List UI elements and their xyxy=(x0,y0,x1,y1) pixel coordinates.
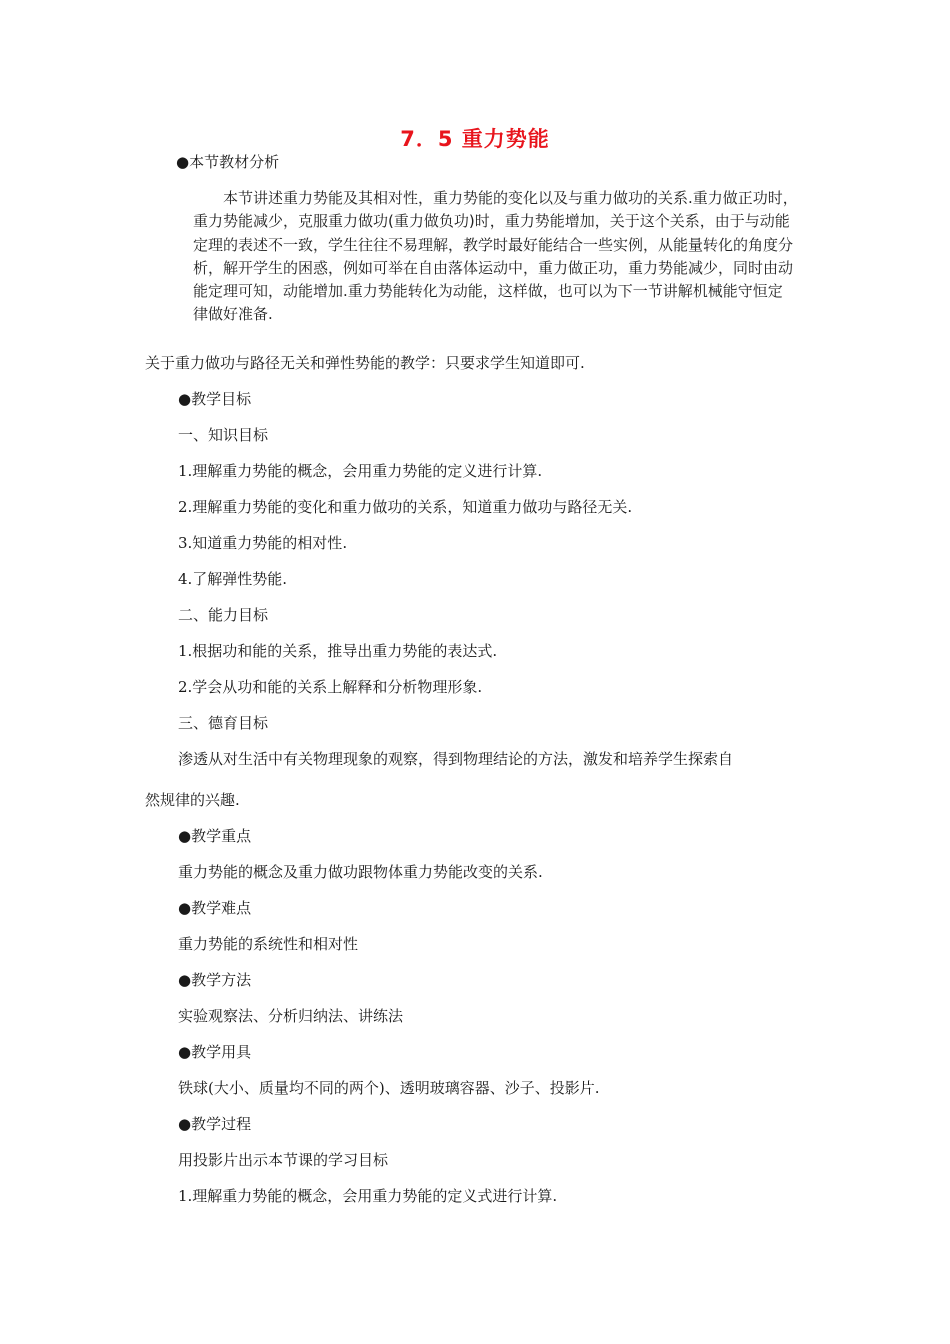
analysis-line: 能定理可知，动能增加.重力势能转化为动能，这样做，也可以为下一节讲解机械能守恒定 xyxy=(193,282,783,301)
analysis-paragraph xyxy=(193,187,833,327)
analysis-note: 关于重力做功与路径无关和弹性势能的教学：只要求学生知道即可. xyxy=(145,354,585,372)
goals-heading: ●教学目标 xyxy=(178,390,252,408)
ability-item: 1.根据功和能的关系，推导出重力势能的表达式. xyxy=(178,642,498,660)
method-heading: ●教学方法 xyxy=(178,971,252,989)
tools-text: 铁球(大小、质量均不同的两个)、透明玻璃容器、沙子、投影片. xyxy=(178,1079,600,1097)
ability-item: 2.学会从功和能的关系上解释和分析物理形象. xyxy=(178,678,483,696)
analysis-line: 本节讲述重力势能及其相对性，重力势能的变化以及与重力做功的关系.重力做正功时， xyxy=(223,189,798,207)
tools-heading: ●教学用具 xyxy=(178,1043,252,1061)
process-item: 1.理解重力势能的概念，会用重力势能的定义式进行计算. xyxy=(178,1187,558,1205)
knowledge-item: 2.理解重力势能的变化和重力做功的关系，知道重力做功与路径无关. xyxy=(178,498,633,516)
analysis-heading: ●本节教材分析 xyxy=(176,153,280,171)
process-intro: 用投影片出示本节课的学习目标 xyxy=(178,1151,389,1169)
key-text: 重力势能的概念及重力做功跟物体重力势能改变的关系. xyxy=(178,863,543,881)
process-heading: ●教学过程 xyxy=(178,1115,252,1133)
knowledge-heading: 一、知识目标 xyxy=(178,426,269,444)
method-text: 实验观察法、分析归纳法、讲练法 xyxy=(178,1007,404,1025)
moral-text-line: 渗透从对生活中有关物理现象的观察，得到物理结论的方法，激发和培养学生探索自 xyxy=(178,750,734,768)
analysis-line: 重力势能减少，克服重力做功(重力做负功)时，重力势能增加，关于这个关系，由于与动能 xyxy=(193,212,790,231)
moral-heading: 三、德育目标 xyxy=(178,714,269,732)
ability-heading: 二、能力目标 xyxy=(178,606,269,624)
difficulty-text: 重力势能的系统性和相对性 xyxy=(178,935,359,953)
key-heading: ●教学重点 xyxy=(178,827,252,845)
knowledge-item: 1.理解重力势能的概念，会用重力势能的定义进行计算. xyxy=(178,462,543,480)
analysis-line: 律做好准备. xyxy=(193,305,273,324)
analysis-line: 析，解开学生的困惑，例如可举在自由落体运动中，重力做正功，重力势能减少，同时由动 xyxy=(193,258,794,277)
difficulty-heading: ●教学难点 xyxy=(178,899,252,917)
moral-text-line: 然规律的兴趣. xyxy=(145,791,240,809)
analysis-line: 定理的表述不一致，学生往往不易理解，教学时最好能结合一些实例，从能量转化的角度分 xyxy=(193,235,794,254)
page-title: 7．5 重力势能 xyxy=(400,127,550,151)
knowledge-item: 4.了解弹性势能. xyxy=(178,570,288,588)
knowledge-item: 3.知道重力势能的相对性. xyxy=(178,534,348,552)
